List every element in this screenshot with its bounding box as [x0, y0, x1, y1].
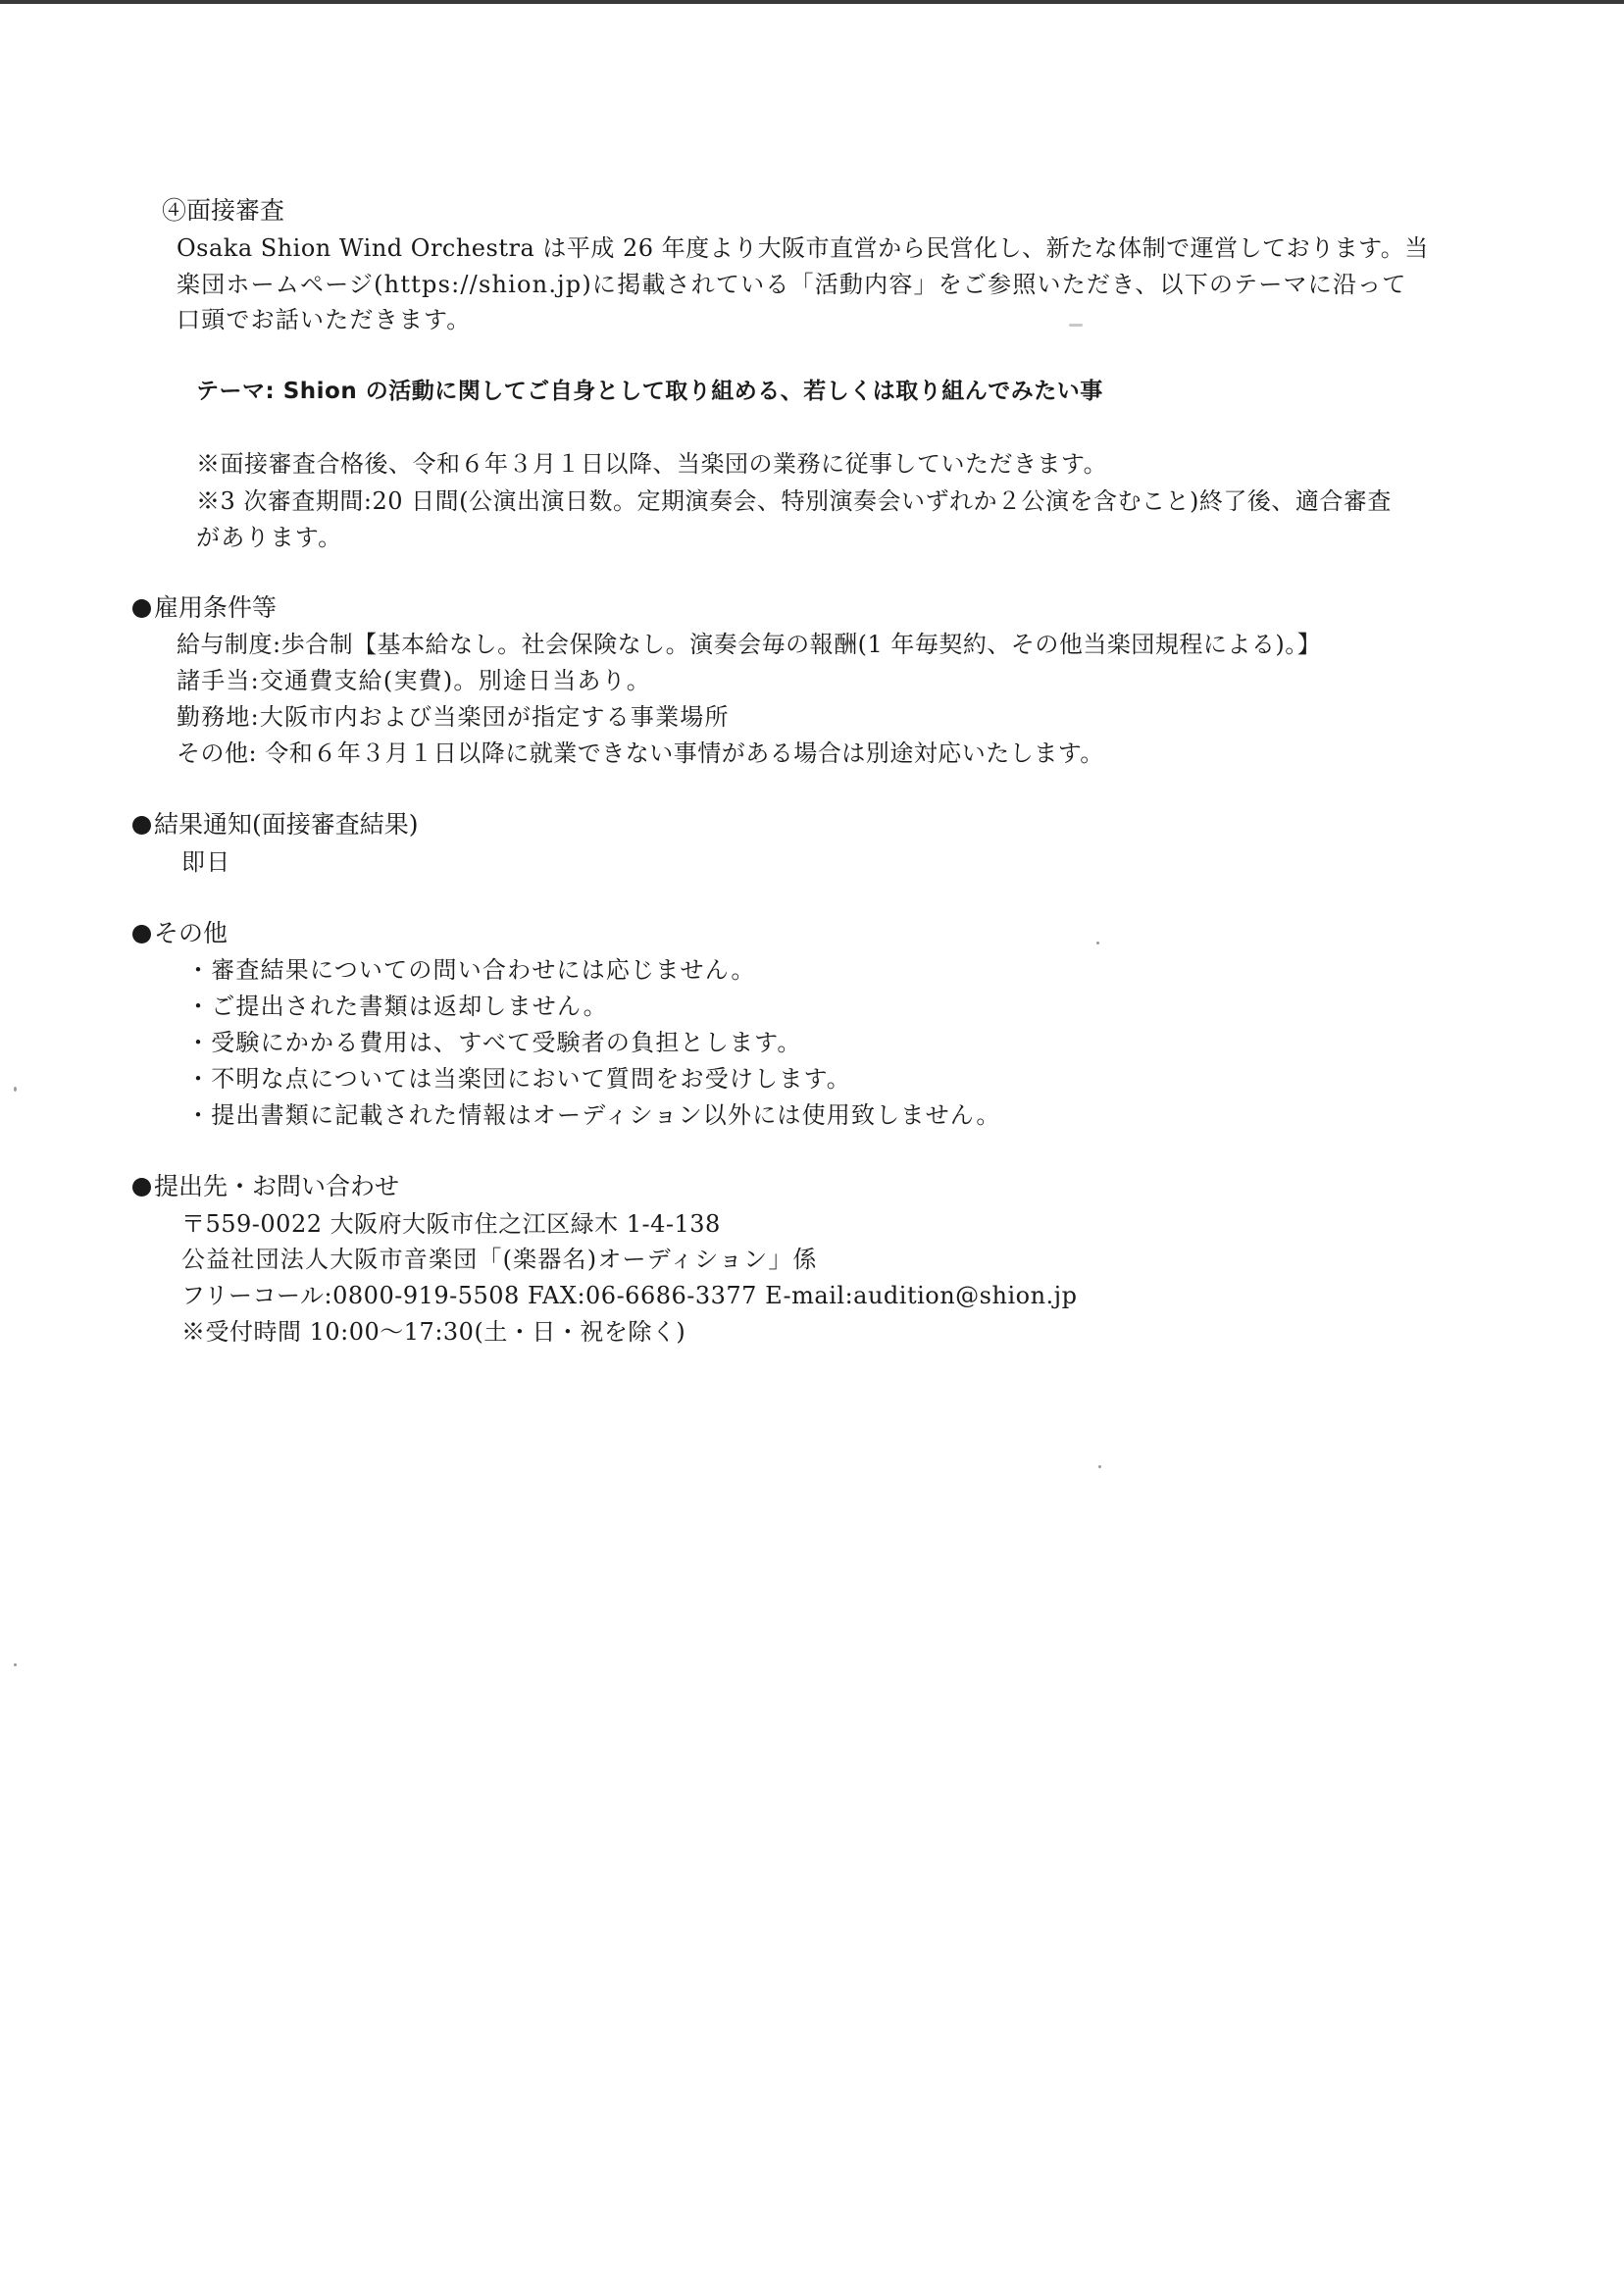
bullet-icon: [132, 816, 151, 835]
other-item-4: ・不明な点については当楽団において質問をお受けします。: [186, 1065, 851, 1093]
interview-paragraph-line-3: 口頭でお話いただきます。: [177, 306, 472, 333]
scan-speck: [14, 1087, 17, 1092]
interview-paragraph-line-2: 楽団ホームページ(https://shion.jp)に掲載されている「活動内容」をご参照いただき、以下のテーマに沿って: [177, 271, 1407, 298]
result-line: 即日: [181, 848, 231, 876]
other-heading: [132, 919, 228, 948]
bullet-icon: [132, 925, 151, 943]
result-heading-text: 結果通知(面接審査結果): [154, 810, 419, 839]
contact-heading: [132, 1172, 399, 1201]
interview-theme: テーマ: Shion の活動に関してご自身として取り組める、若しくは取り組んでみたい事: [196, 379, 1103, 404]
contact-phone-fax-email: フリーコール:0800-919-5508 FAX:06-6686-3377 E-mail:audition@shion.jp: [181, 1282, 1078, 1309]
bullet-icon: [132, 1178, 151, 1197]
employment-line-other: その他: 令和６年３月１日以降に就業できない事情がある場合は別途対応いたします。: [177, 739, 1104, 767]
contact-recipient: 公益社団法人大阪市音楽団「(楽器名)オーディション」係: [181, 1246, 818, 1273]
contact-heading-text: 提出先・お問い合わせ: [154, 1172, 400, 1200]
employment-line-salary: 給与制度:歩合制【基本給なし。社会保険なし。演奏会毎の報酬(1 年毎契約、その他当楽団規程による)。】: [177, 631, 1322, 658]
other-item-1: ・審査結果についての問い合わせには応じません。: [186, 956, 756, 984]
interview-note-3: があります。: [196, 524, 343, 551]
interview-note-1: ※面接審査合格後、令和６年３月１日以降、当楽団の業務に従事していただきます。: [196, 450, 1108, 478]
interview-heading: ④面接審査: [162, 196, 285, 225]
scan-speck: [1098, 1465, 1101, 1468]
scan-speck: [14, 1663, 17, 1666]
other-item-5: ・提出書類に記載された情報はオーディション以外には使用致しません。: [186, 1101, 1001, 1129]
contact-hours: ※受付時間 10:00〜17:30(土・日・祝を除く): [181, 1318, 686, 1346]
employment-heading: [132, 593, 277, 623]
employment-line-workplace: 勤務地:大阪市内および当楽団が指定する事業場所: [177, 703, 730, 731]
employment-heading-text: 雇用条件等: [154, 593, 278, 622]
employment-line-allowance: 諸手当:交通費支給(実費)。別途日当あり。: [177, 667, 652, 694]
contact-address: 〒559-0022 大阪府大阪市住之江区緑木 1-4-138: [181, 1210, 721, 1238]
interview-note-2: ※3 次審査期間:20 日間(公演出演日数。定期演奏会、特別演奏会いずれか２公演を含むこと)終了後、適合審査: [196, 487, 1392, 515]
other-item-2: ・ご提出された書類は返却しません。: [186, 993, 608, 1020]
bullet-icon: [132, 599, 151, 618]
scan-top-edge: [0, 0, 1624, 4]
other-heading-text: その他: [154, 919, 228, 947]
result-heading: [132, 810, 419, 840]
interview-paragraph-line-1: Osaka Shion Wind Orchestra は平成 26 年度より大阪市直営から民営化し、新たな体制で運営しております。当: [177, 234, 1429, 262]
other-item-3: ・受験にかかる費用は、すべて受験者の負担とします。: [186, 1029, 802, 1056]
scan-speck: [1096, 942, 1099, 944]
scan-speck: [1069, 324, 1083, 327]
